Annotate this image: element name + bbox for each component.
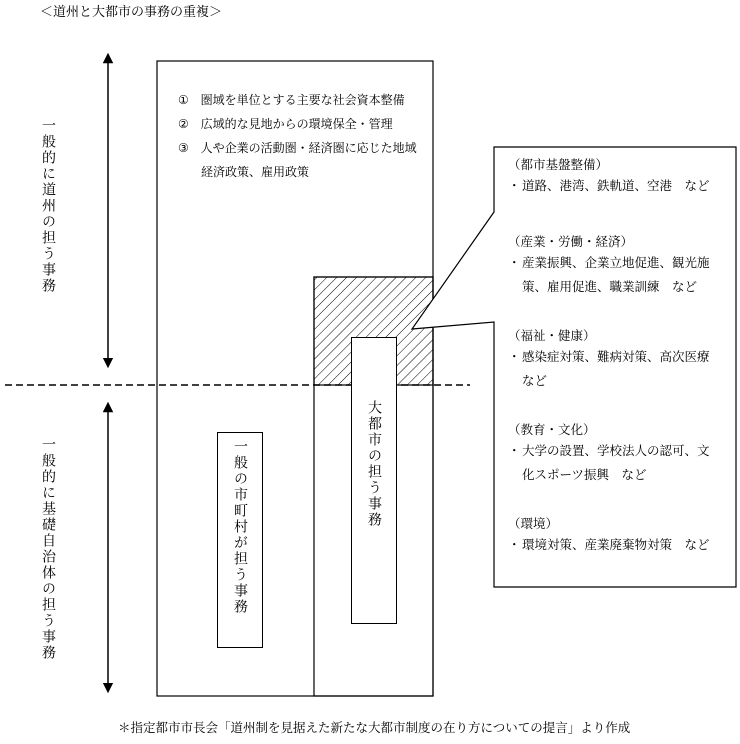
section-item (508, 345, 734, 369)
callout-section (508, 156, 734, 233)
item-text: 環境対策、産業廃棄物対策 など (522, 537, 710, 552)
state-task-item (178, 116, 417, 140)
general-city-label: 一般の市町村が担う事務 (232, 439, 248, 615)
section-heading: （福祉・健康） (508, 328, 596, 343)
task-number: ③ (178, 141, 189, 155)
section-heading: （環境） (508, 516, 559, 531)
section-item (508, 275, 734, 299)
item-text: 化スポーツ振興 など (522, 467, 647, 482)
bullet (508, 369, 522, 393)
diagram-title: ＜道州と大都市の事務の重複＞ (40, 5, 223, 20)
municipal-tasks-label: 一般的に基礎自治体の担う事務 (40, 437, 56, 661)
general-city-box (217, 432, 263, 648)
section-heading: （都市基盤整備） (508, 157, 609, 172)
item-text: 産業振興、企業立地促進、観光施 (522, 255, 710, 270)
callout-section (508, 233, 734, 327)
state-task-item (178, 140, 417, 164)
source-note: ＊指定都市市長会「道州制を見据えた新たな大都市制度の在り方についての提言」より作成 (118, 720, 631, 735)
callout-section (508, 327, 734, 421)
bullet: ・ (508, 255, 521, 270)
section-item (508, 533, 734, 557)
callout-content (508, 156, 734, 557)
task-text: 人や企業の活動圏・経済圏に応じた地域 (200, 141, 417, 155)
task-number: ① (178, 93, 189, 107)
section-item (508, 174, 734, 198)
section-heading: （産業・労働・経済） (508, 234, 634, 249)
bullet (508, 463, 522, 487)
bullet (508, 275, 522, 299)
big-city-box (351, 337, 397, 624)
task-text: 経済政策、雇用政策 (201, 165, 310, 179)
task-number: ② (178, 117, 189, 131)
task-text: 広域的な見地からの環境保全・管理 (200, 117, 393, 131)
bullet: ・ (508, 349, 521, 364)
state-tasks-label: 一般的に道州の担う事務 (40, 118, 56, 294)
section-item (508, 369, 734, 393)
big-city-label: 大都市の担う事務 (366, 400, 382, 528)
section-item (508, 463, 734, 487)
state-task-item-continued (178, 164, 417, 188)
callout-section (508, 515, 734, 557)
item-text: 道路、港湾、鉄軌道、空港 など (522, 178, 710, 193)
section-item (508, 251, 734, 275)
item-text: 策、雇用促進、職業訓練 など (522, 279, 698, 294)
item-text: 大学の設置、学校法人の認可、文 (522, 443, 710, 458)
bullet: ・ (508, 537, 521, 552)
section-heading: （教育・文化） (508, 422, 596, 437)
task-text: 圏域を単位とする主要な社会資本整備 (200, 93, 405, 107)
bullet: ・ (508, 443, 521, 458)
item-text: など (522, 373, 548, 388)
item-text: 感染症対策、難病対策、高次医療 (522, 349, 710, 364)
callout-section (508, 421, 734, 515)
section-item (508, 439, 734, 463)
state-tasks-list (178, 92, 417, 188)
bullet: ・ (508, 178, 521, 193)
state-task-item (178, 92, 417, 116)
